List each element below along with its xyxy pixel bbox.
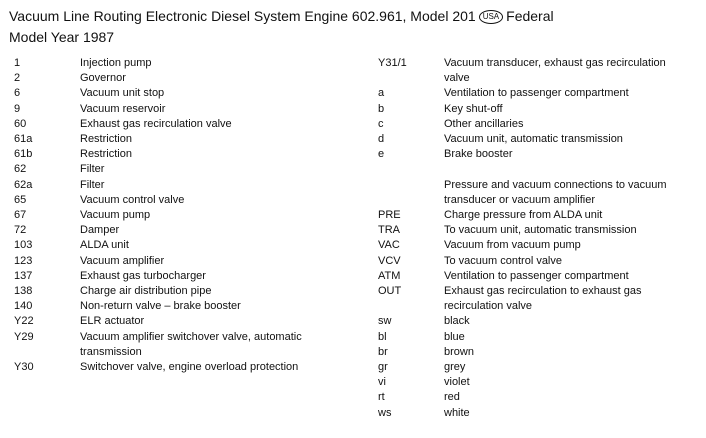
legend-row <box>14 117 334 132</box>
legend-row <box>378 406 698 421</box>
legend-row <box>378 269 698 284</box>
legend-key: 62a <box>14 178 33 191</box>
legend-value: red <box>444 391 460 404</box>
title-tail: Federal <box>506 8 554 24</box>
legend-value: Vacuum reservoir <box>80 102 166 115</box>
title-main: Vacuum Line Routing Electronic Diesel System Engine 602.961, Model 201 <box>9 8 476 24</box>
legend-key <box>14 345 80 360</box>
legend-key: a <box>378 87 385 100</box>
legend-key: 140 <box>14 300 33 313</box>
legend-key <box>378 193 444 208</box>
legend-value: Vacuum unit, automatic transmission <box>444 133 623 146</box>
legend-value: Vacuum transducer, exhaust gas recirculation <box>444 57 666 69</box>
legend-right-column <box>378 56 698 421</box>
legend-key: br <box>378 345 388 358</box>
legend-row <box>14 314 334 329</box>
legend-value: Governor <box>80 72 126 85</box>
legend-row <box>378 314 698 329</box>
legend-value: Vacuum amplifier switchover valve, automatic <box>80 330 302 343</box>
legend-value: violet <box>444 376 470 389</box>
legend-value: Brake booster <box>444 148 513 161</box>
legend-row <box>14 238 334 253</box>
legend-value: Pressure and vacuum connections to vacuum <box>444 178 667 191</box>
legend-value: Charge pressure from ALDA unit <box>444 209 603 222</box>
legend-value: recirculation valve <box>444 300 533 313</box>
legend-row <box>14 71 334 86</box>
legend-key: PRE <box>378 209 401 222</box>
legend-key: VAC <box>378 239 400 252</box>
legend-row <box>378 284 698 299</box>
legend-value: Other ancillaries <box>444 117 524 130</box>
legend-value: Switchover valve, engine overload protection <box>80 361 299 374</box>
legend-value <box>444 162 698 177</box>
legend-key: 67 <box>14 209 27 222</box>
legend-row <box>378 299 698 314</box>
legend-row <box>378 56 698 71</box>
legend-value: Filter <box>80 163 105 176</box>
legend-value: Non-return valve – brake booster <box>80 300 241 313</box>
legend-value: Restriction <box>80 133 132 146</box>
legend-key: 9 <box>14 102 21 115</box>
legend-row <box>14 284 334 299</box>
legend-row <box>378 117 698 132</box>
legend-row <box>14 360 334 375</box>
legend-value: ELR actuator <box>80 315 145 328</box>
legend-row <box>378 254 698 269</box>
legend-row <box>14 193 334 208</box>
legend-row <box>378 360 698 375</box>
legend-row <box>378 193 698 208</box>
legend-value: Vacuum control valve <box>80 193 185 206</box>
legend-value: Damper <box>80 224 120 237</box>
legend-key: 103 <box>14 239 33 252</box>
legend-row <box>378 238 698 253</box>
legend-value: Filter <box>80 178 105 191</box>
legend-row <box>14 56 334 71</box>
legend-value: Vacuum amplifier <box>80 254 165 267</box>
page-subtitle: Model Year 1987 <box>9 29 115 45</box>
legend-value: To vacuum control valve <box>444 254 562 267</box>
legend-value: transmission <box>80 345 142 358</box>
legend-row <box>378 390 698 405</box>
legend-key <box>378 162 444 177</box>
legend-row <box>378 71 698 86</box>
legend-row <box>14 299 334 314</box>
legend-value: Exhaust gas recirculation valve <box>80 117 232 130</box>
legend-key: TRA <box>378 224 400 237</box>
legend-key: ATM <box>378 269 401 282</box>
legend-key: VCV <box>378 254 401 267</box>
legend-key: 61a <box>14 133 33 146</box>
legend-row <box>14 269 334 284</box>
legend-row <box>14 102 334 117</box>
legend-key: rt <box>378 391 385 404</box>
legend-row <box>378 102 698 117</box>
legend-key: 1 <box>14 57 21 69</box>
legend-key: 65 <box>14 193 27 206</box>
legend-value: Vacuum pump <box>80 209 151 222</box>
legend-row <box>14 254 334 269</box>
legend-key: 60 <box>14 117 27 130</box>
legend-value: Injection pump <box>80 57 152 69</box>
legend-value: Exhaust gas recirculation to exhaust gas <box>444 285 642 298</box>
legend-key: 138 <box>14 285 33 298</box>
legend-value: Vacuum from vacuum pump <box>444 239 581 252</box>
legend-row <box>14 330 334 345</box>
legend-row <box>14 345 334 360</box>
legend-row <box>378 223 698 238</box>
legend-key: Y31/1 <box>378 57 407 69</box>
legend-row <box>378 178 698 193</box>
legend-value: transducer or vacuum amplifier <box>444 193 596 206</box>
legend-value: grey <box>444 361 466 374</box>
legend-key: bl <box>378 330 387 343</box>
legend-value: Ventilation to passenger compartment <box>444 269 629 282</box>
legend-row <box>378 330 698 345</box>
legend-value: black <box>444 315 470 328</box>
legend-value: Ventilation to passenger compartment <box>444 87 629 100</box>
legend-value: Charge air distribution pipe <box>80 285 212 298</box>
legend-left-column <box>14 56 334 375</box>
legend-row <box>378 132 698 147</box>
legend-row <box>14 162 334 177</box>
legend-value: blue <box>444 330 465 343</box>
legend-key: Y30 <box>14 361 34 374</box>
legend-key: sw <box>378 315 392 328</box>
legend-key <box>378 299 444 314</box>
legend-key: 137 <box>14 269 33 282</box>
legend-key: d <box>378 133 385 146</box>
legend-value: Exhaust gas turbocharger <box>80 269 206 282</box>
legend-key: Y22 <box>14 315 34 328</box>
legend-key <box>378 71 444 86</box>
legend-row <box>14 147 334 162</box>
legend-row <box>378 162 698 177</box>
legend-key: e <box>378 148 385 161</box>
legend-key: 2 <box>14 72 21 85</box>
legend-key: b <box>378 102 385 115</box>
legend-key: Y29 <box>14 330 34 343</box>
legend-value: Key shut-off <box>444 102 503 115</box>
usa-badge: USA <box>479 10 503 24</box>
page-title <box>9 6 554 26</box>
legend-key: c <box>378 117 384 130</box>
legend-value: To vacuum unit, automatic transmission <box>444 224 637 237</box>
legend-row <box>14 86 334 101</box>
legend-key: vi <box>378 376 386 389</box>
legend-row <box>14 223 334 238</box>
legend-value: ALDA unit <box>80 239 129 252</box>
legend-key: 72 <box>14 224 27 237</box>
legend-row <box>14 208 334 223</box>
legend-key <box>378 178 444 193</box>
legend-row <box>378 147 698 162</box>
legend-value: brown <box>444 345 474 358</box>
legend-value: white <box>444 406 470 419</box>
legend-row <box>14 132 334 147</box>
legend-value: Restriction <box>80 148 132 161</box>
legend-row <box>378 375 698 390</box>
legend-value: valve <box>444 72 470 85</box>
legend-row <box>14 178 334 193</box>
legend-key: ws <box>378 406 392 419</box>
legend-key: 62 <box>14 163 27 176</box>
legend-row <box>378 345 698 360</box>
legend-key: 6 <box>14 87 21 100</box>
legend-key: 123 <box>14 254 33 267</box>
legend-row <box>378 86 698 101</box>
legend-key: gr <box>378 361 388 374</box>
legend-key: OUT <box>378 285 402 298</box>
legend-key: 61b <box>14 148 33 161</box>
legend-row <box>378 208 698 223</box>
legend-value: Vacuum unit stop <box>80 87 165 100</box>
